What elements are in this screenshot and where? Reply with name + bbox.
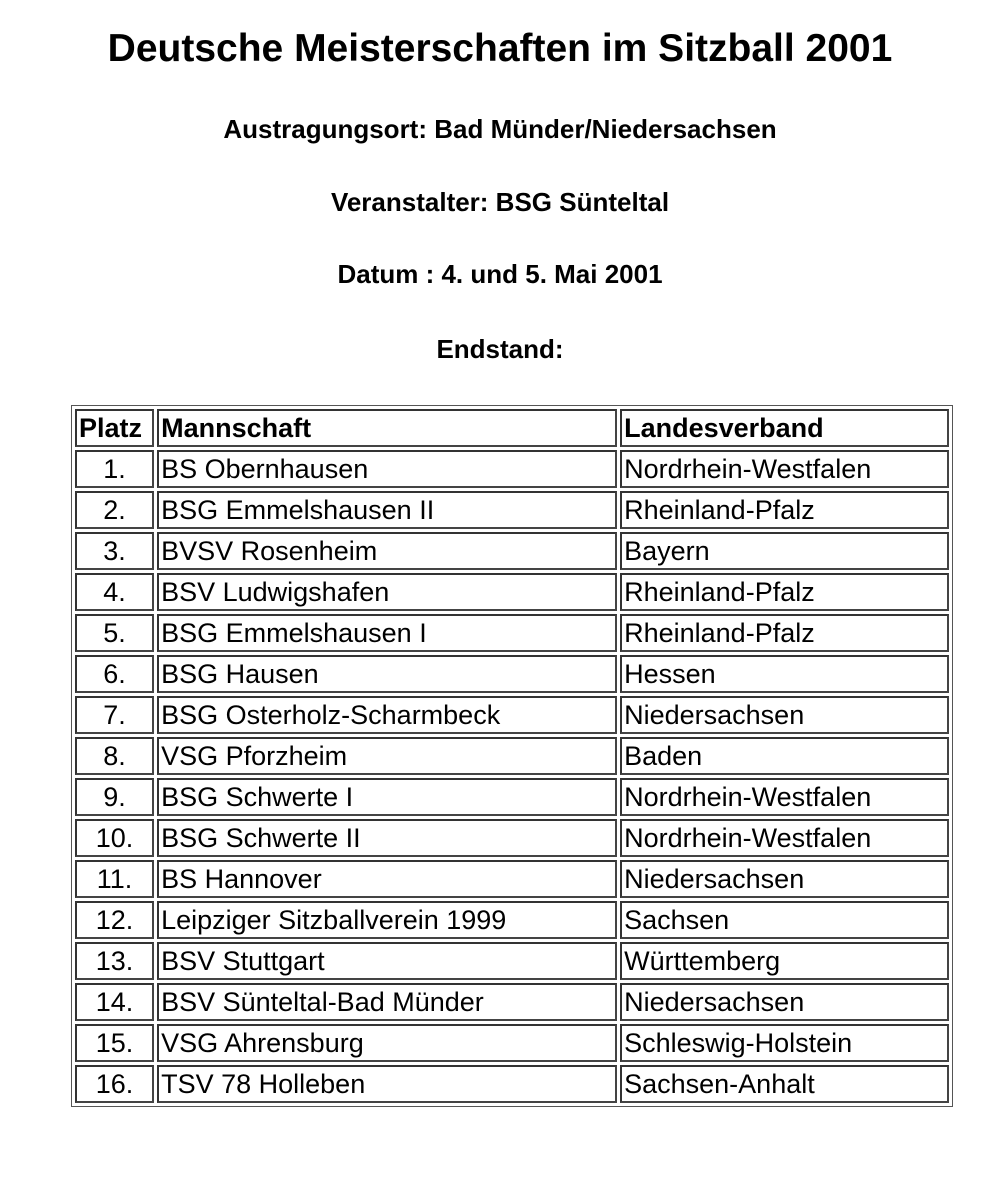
cell-team: BSV Stuttgart (157, 942, 617, 980)
cell-place: 1. (75, 450, 154, 488)
table-row (75, 983, 949, 1021)
table-row (75, 491, 949, 529)
cell-state: Rheinland-Pfalz (620, 491, 949, 529)
table-row (75, 1024, 949, 1062)
cell-place: 2. (75, 491, 154, 529)
table-row (75, 942, 949, 980)
cell-team: BSV Ludwigshafen (157, 573, 617, 611)
cell-state: Niedersachsen (620, 983, 949, 1021)
cell-place: 10. (75, 819, 154, 857)
table-row (75, 819, 949, 857)
cell-state: Bayern (620, 532, 949, 570)
results-table (71, 405, 953, 1107)
cell-team: BSG Emmelshausen I (157, 614, 617, 652)
table-row (75, 737, 949, 775)
cell-state: Sachsen-Anhalt (620, 1065, 949, 1103)
cell-place: 15. (75, 1024, 154, 1062)
cell-place: 14. (75, 983, 154, 1021)
cell-place: 8. (75, 737, 154, 775)
cell-place: 4. (75, 573, 154, 611)
final-standings-label: Endstand: (436, 334, 564, 364)
cell-state: Baden (620, 737, 949, 775)
header-place: Platz (75, 409, 154, 447)
date-line: Datum : 4. und 5. Mai 2001 (337, 259, 663, 289)
cell-place: 6. (75, 655, 154, 693)
header-state: Landesverband (620, 409, 949, 447)
table-row (75, 450, 949, 488)
cell-team: VSG Pforzheim (157, 737, 617, 775)
cell-team: BSG Schwerte I (157, 778, 617, 816)
cell-team: BVSV Rosenheim (157, 532, 617, 570)
table-row (75, 778, 949, 816)
cell-team: Leipziger Sitzballverein 1999 (157, 901, 617, 939)
cell-state: Hessen (620, 655, 949, 693)
cell-team: BSG Osterholz-Scharmbeck (157, 696, 617, 734)
cell-team: VSG Ahrensburg (157, 1024, 617, 1062)
cell-state: Nordrhein-Westfalen (620, 450, 949, 488)
cell-state: Sachsen (620, 901, 949, 939)
table-row (75, 696, 949, 734)
table-row (75, 573, 949, 611)
cell-place: 7. (75, 696, 154, 734)
table-row (75, 614, 949, 652)
cell-team: BSG Hausen (157, 655, 617, 693)
cell-place: 9. (75, 778, 154, 816)
cell-place: 3. (75, 532, 154, 570)
table-row (75, 901, 949, 939)
cell-team: BSG Emmelshausen II (157, 491, 617, 529)
table-row (75, 860, 949, 898)
cell-place: 11. (75, 860, 154, 898)
cell-place: 5. (75, 614, 154, 652)
cell-state: Rheinland-Pfalz (620, 614, 949, 652)
table-row (75, 655, 949, 693)
cell-state: Nordrhein-Westfalen (620, 778, 949, 816)
cell-state: Württemberg (620, 942, 949, 980)
cell-team: TSV 78 Holleben (157, 1065, 617, 1103)
table-header-row (75, 409, 949, 447)
cell-state: Niedersachsen (620, 696, 949, 734)
table-row (75, 1065, 949, 1103)
cell-state: Rheinland-Pfalz (620, 573, 949, 611)
cell-team: BSV Sünteltal-Bad Münder (157, 983, 617, 1021)
table-row (75, 532, 949, 570)
cell-place: 12. (75, 901, 154, 939)
cell-place: 16. (75, 1065, 154, 1103)
organizer-line: Veranstalter: BSG Sünteltal (330, 187, 670, 217)
header-team: Mannschaft (157, 409, 617, 447)
venue-line: Austragungsort: Bad Münder/Niedersachsen (223, 114, 777, 144)
cell-state: Niedersachsen (620, 860, 949, 898)
cell-team: BS Obernhausen (157, 450, 617, 488)
page-title: Deutsche Meisterschaften im Sitzball 2001 (107, 27, 893, 70)
results-table-container (71, 405, 953, 1107)
cell-state: Schleswig-Holstein (620, 1024, 949, 1062)
cell-team: BSG Schwerte II (157, 819, 617, 857)
cell-state: Nordrhein-Westfalen (620, 819, 949, 857)
cell-team: BS Hannover (157, 860, 617, 898)
cell-place: 13. (75, 942, 154, 980)
